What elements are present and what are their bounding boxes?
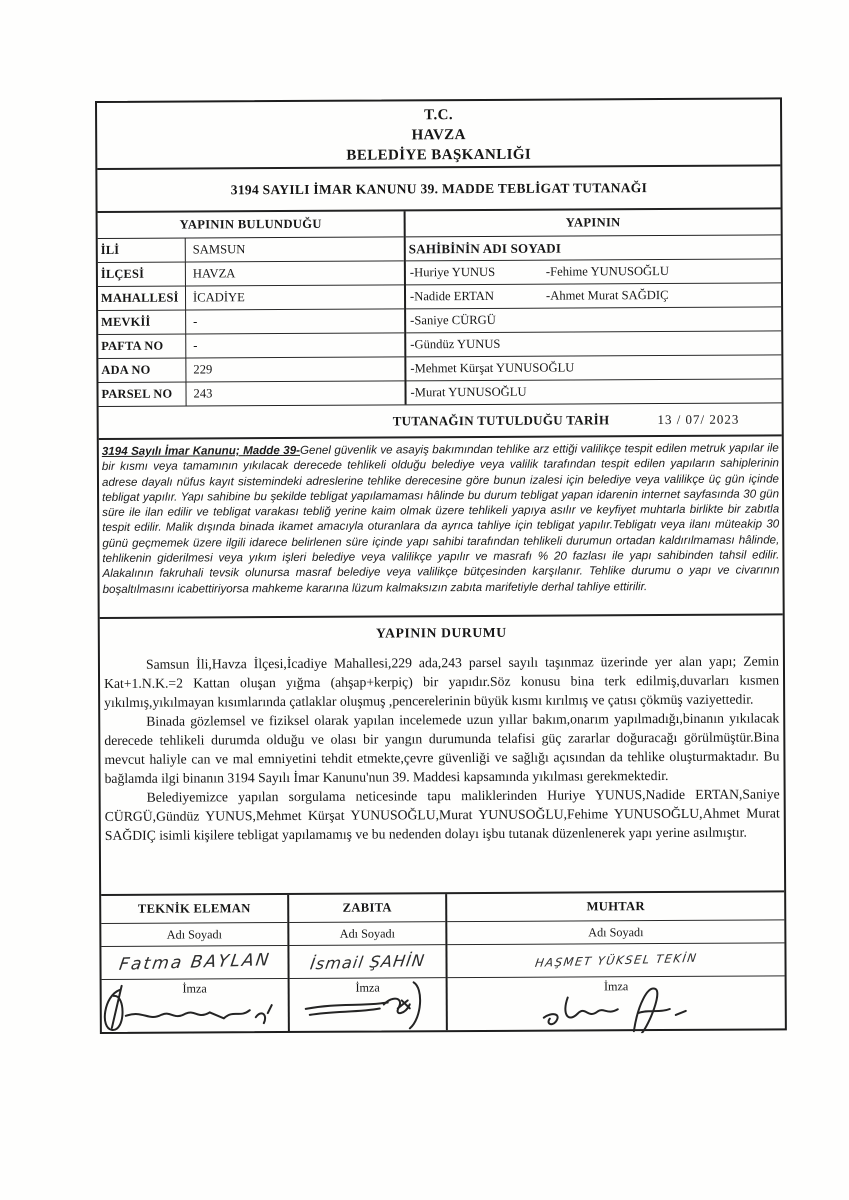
owner-names-header: SAHİBİNİN ADI SOYADI bbox=[406, 235, 781, 261]
building-status-section bbox=[100, 615, 784, 896]
table-row bbox=[98, 309, 404, 335]
owner-name: -Gündüz YUNUS bbox=[410, 336, 501, 352]
signature-column-zabita bbox=[289, 894, 448, 1031]
name-label: Adı Soyadı bbox=[289, 922, 445, 946]
owner-row bbox=[406, 379, 781, 404]
owner-name bbox=[546, 367, 781, 368]
record-date-value: 13 / 07/ 2023 bbox=[657, 411, 740, 427]
table-row bbox=[98, 261, 404, 287]
owner-section bbox=[406, 209, 782, 404]
signature-muhtar-icon bbox=[538, 983, 728, 1034]
legal-article-lead: 3194 Sayılı İmar Kanunu; Madde 39- bbox=[101, 443, 301, 458]
row-label-mahallesi: MAHALLESİ bbox=[98, 287, 186, 310]
table-row bbox=[98, 285, 404, 311]
handwritten-name-text: İsmail ŞAHİN bbox=[308, 950, 427, 973]
location-owner-table bbox=[98, 209, 782, 407]
row-value-pafta-no: - bbox=[193, 338, 198, 353]
owner-row bbox=[406, 259, 781, 285]
signature-cell bbox=[290, 978, 446, 1031]
handwritten-name-text: HAŞMET YÜKSEL TEKİN bbox=[533, 950, 699, 970]
imza-label: İmza bbox=[603, 979, 629, 994]
owner-name: -Huriye YUNUS bbox=[409, 264, 496, 280]
owner-name bbox=[547, 391, 782, 392]
table-row bbox=[98, 333, 404, 359]
name-label: Adı Soyadı bbox=[447, 920, 784, 945]
signature-column-teknik-eleman bbox=[101, 895, 290, 1032]
status-paragraph-3: Belediyemizce yapılan sorgulama neticesinde tapu maliklerinden Huriye YUNUS,Nadide ERTAN,Saniye CÜRGÜ,Gündüz YUNUS,Mehmet Kürşat YUNUSOĞLU,Murat YUNUSOĞLU,Fehime YUNUSOĞLU,Ahmet Murat SAĞDIÇ isimli kişilere tebligat yapılamamış ve bu nedenden dolayı işbu tutanak düzenlenerek yapı yerine asılmıştır. bbox=[104, 786, 780, 843]
row-label-ada-no: ADA NO bbox=[98, 359, 186, 382]
owner-name: -Mehmet Kürşat YUNUSOĞLU bbox=[410, 360, 575, 376]
document-title-row bbox=[97, 166, 780, 213]
record-date-label: TUTANAĞIN TUTULDUĞU TARİH bbox=[392, 411, 610, 428]
owner-name: -Saniye CÜRGÜ bbox=[410, 312, 496, 328]
location-section-header: YAPININ BULUNDUĞU bbox=[98, 211, 404, 239]
letterhead bbox=[97, 99, 780, 170]
owner-row bbox=[406, 331, 781, 357]
building-status-title: YAPININ DURUMU bbox=[375, 624, 507, 641]
signature-table bbox=[101, 892, 785, 1032]
owner-name: -Murat YUNUSOĞLU bbox=[410, 384, 527, 400]
letterhead-tc: T.C. bbox=[424, 107, 454, 124]
owner-row bbox=[406, 307, 781, 333]
handwritten-name-text: Fatma BAYLAN bbox=[117, 950, 272, 975]
row-value-ada-no: 229 bbox=[193, 362, 213, 377]
row-value-ilcesi: HAVZA bbox=[192, 266, 236, 281]
role-title: TEKNİK ELEMAN bbox=[101, 895, 287, 924]
owner-name bbox=[546, 343, 781, 344]
legal-article-body: Genel güvenlik ve asayiş bakımından tehlike arz ettiği valilikçe tespit edilen metruk yapılar ile bir kısmı veya tamamının yıkılacak derecede tehlikeli olduğu belediye veya valilik tarafından tespit edilen yapıların sahiplerinin adrese dayalı nüfus kayıt sistemindeki adreslerine tehlike derecesine göre bunun izalesi için belediye veya valilikçe üç gün içinde tebligat yapılır. Yapı sahibine bu şekilde tebligat yapılamaması hâlinde bu durum tebligat yapan idarenin internet sayfasında 30 gün süre ile ilan edilir ve tebligat varakası tebliğ yerine kaim olmak üzere tehlikeli yapıya asılır ve keyfiyet muhtarla birlikte bir zabıtla tespit edilir. Malik dışında binada ikamet amacıyla oturanlara da ayrıca tahliye için tebligat yapılır.Tebligatı veya ilanı müteakip 30 günü geçmemek üzere ilgili idarece belirlenen süre içinde yapı sahibi tarafından tehlikeli durumun ortadan kaldırılmaması hâlinde, tehlikenin giderilmesi veya yıkım işleri belediye veya valilikçe yapılır ve masrafı % 20 fazlası ile yapı sahibinden tahsil edilir. Alakalının fakruhali tevsik olunursa masraf belediye veya valilikçe bütçesinden karşılanır. Tehlike durumu o yapı ve civarının boşaltılmasını icabettiriyorsa mahkeme kararına lüzum kalmaksızın zabıta marifetiyle derhal tahliye ettirilir. bbox=[101, 441, 780, 596]
table-row bbox=[98, 357, 404, 383]
row-label-ili: İLİ bbox=[98, 239, 186, 262]
owner-section-header: YAPININ bbox=[406, 209, 781, 237]
role-title: MUHTAR bbox=[447, 892, 784, 922]
letterhead-municipality: BELEDİYE BAŞKANLIĞI bbox=[346, 146, 532, 164]
row-label-parsel-no: PARSEL NO bbox=[98, 383, 186, 406]
handwritten-name bbox=[289, 945, 445, 979]
document-title: 3194 SAYILI İMAR KANUNU 39. MADDE TEBLİGAT TUTANAĞI bbox=[230, 179, 648, 197]
owner-name: -Ahmet Murat SAĞDIÇ bbox=[545, 288, 669, 303]
row-value-parsel-no: 243 bbox=[193, 386, 213, 401]
name-label: Adı Soyadı bbox=[101, 923, 287, 947]
status-paragraph-2: Binada gözlemsel ve fiziksel olarak yapılan incelemede uzun yıllar bakım,onarım yapılmadığı,binanın yıkılacak derecede tehlikeli durumda olduğu ve olası bir yangın durumunda telafisi güç zararlar doğuracağı görülmüştür.Bina mevcut haliyle can ve mal emniyetini tehdit etmekte,çevre güvenliği ve sağlığı açısından da tehlike oluşturmaktadır. Bu bağlamda ilgi binanın 3194 Sayılı İmar Kanunu'nun 39. Maddesi kapsamında yıkılması gerekmektedir. bbox=[104, 710, 780, 786]
owner-name: -Nadide ERTAN bbox=[409, 288, 494, 304]
row-label-mevkii: MEVKİİ bbox=[98, 311, 186, 334]
owner-name: -Fehime YUNUSOĞLU bbox=[545, 263, 669, 279]
owner-row bbox=[406, 355, 781, 381]
signature-column-muhtar bbox=[447, 892, 785, 1030]
table-row bbox=[98, 381, 404, 406]
row-value-mevkii: - bbox=[193, 314, 198, 329]
location-section bbox=[98, 211, 407, 406]
letterhead-city: HAVZA bbox=[411, 127, 466, 144]
owner-name bbox=[546, 319, 781, 320]
row-value-ili: SAMSUN bbox=[192, 242, 246, 257]
row-value-mahallesi: İCADİYE bbox=[192, 290, 245, 305]
signature-cell bbox=[102, 979, 288, 1032]
signature-cell bbox=[448, 976, 785, 1030]
imza-label: İmza bbox=[355, 980, 380, 995]
document-frame bbox=[95, 97, 787, 1034]
owner-row bbox=[406, 283, 781, 309]
imza-label: İmza bbox=[182, 981, 207, 996]
table-row bbox=[98, 237, 404, 263]
handwritten-name bbox=[447, 943, 784, 978]
role-title: ZABITA bbox=[289, 894, 445, 923]
legal-article-block bbox=[99, 436, 783, 619]
row-label-ilcesi: İLÇESİ bbox=[98, 263, 186, 286]
record-date-row bbox=[99, 403, 782, 440]
row-label-pafta-no: PAFTA NO bbox=[98, 335, 186, 358]
handwritten-name bbox=[101, 946, 287, 980]
status-paragraph-1: Samsun İli,Havza İlçesi,İcadiye Mahallesi,229 ada,243 parsel sayılı taşınmaz üzerinde yer alan yapı; Zemin Kat+1.N.K.=2 Kattan oluşan yığma (ahşap+kerpiç) bir yapıdır.Söz konusu bina terk edilmiş,duvarları kısmen yıkılmış,yıkılmayan kısımlarında çatlaklar oluşmuş ,pencerelerinin büyük kısmı kırılmış ve çatısı çökmüş vaziyettedir. bbox=[104, 653, 780, 710]
